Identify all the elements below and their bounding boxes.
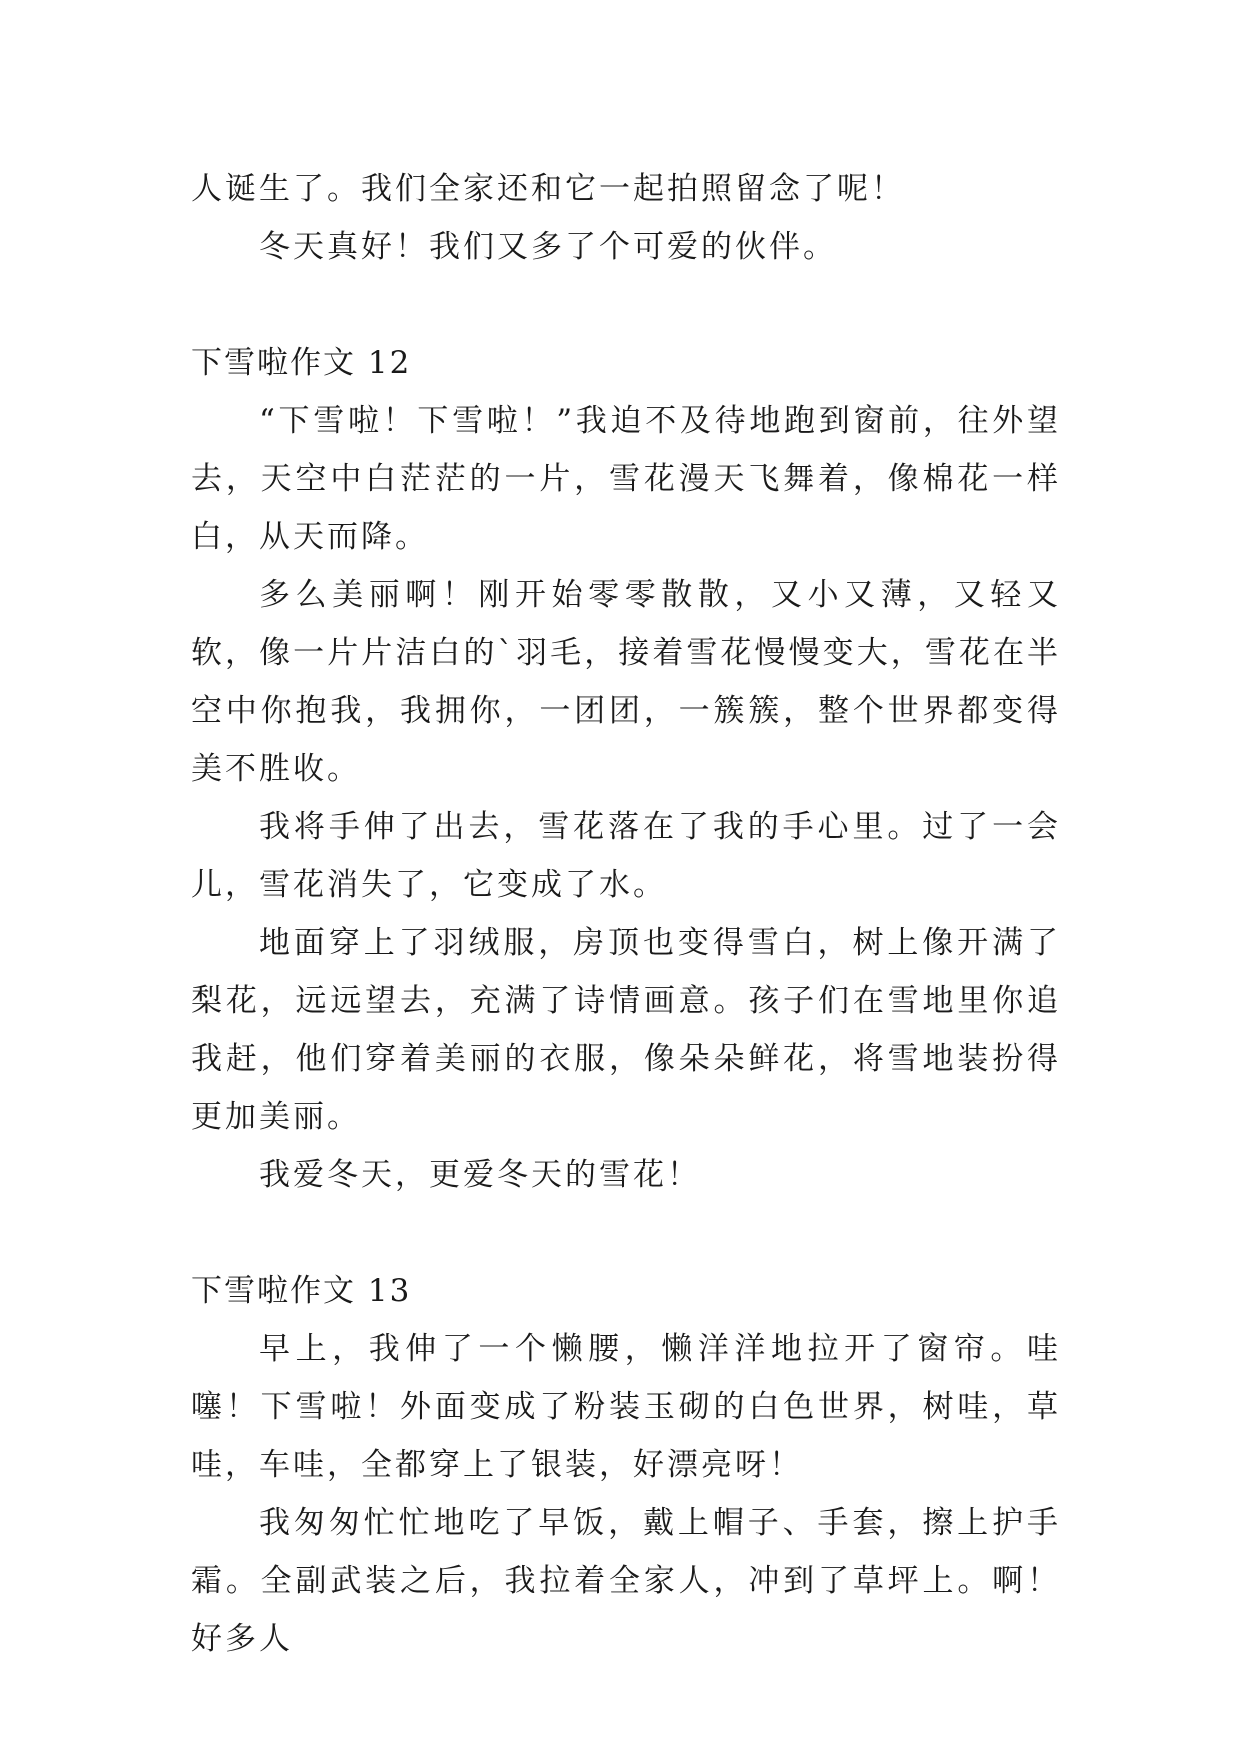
essay-title: 下雪啦作文 13: [191, 1273, 412, 1309]
paragraph: 我将手伸了出去，雪花落在了我的手心里。过了一会儿，雪花消失了，它变成了水。: [191, 809, 1061, 903]
paragraph-continued: 人诞生了。我们全家还和它一起拍照留念了呢！: [191, 171, 905, 207]
paragraph: “下雪啦！下雪啦！”我迫不及待地跑到窗前，往外望去，天空中白茫茫的一片，雪花漫天飞舞着，像棉花一样白，从天而降。: [191, 403, 1061, 555]
paragraph: 地面穿上了羽绒服，房顶也变得雪白，树上像开满了梨花，远远望去，充满了诗情画意。孩子们在雪地里你追我赶，他们穿着美丽的衣服，像朵朵鲜花，将雪地装扮得更加美丽。: [191, 925, 1061, 1135]
section-gap: [191, 276, 1061, 334]
document-body: [191, 160, 1061, 1668]
paragraph: 多么美丽啊！刚开始零零散散，又小又薄，又轻又软，像一片片洁白的`羽毛，接着雪花慢慢变大，雪花在半空中你抱我，我拥你，一团团，一簇簇，整个世界都变得美不胜收。: [191, 577, 1061, 787]
essay-title: 下雪啦作文 12: [191, 345, 412, 381]
section-gap: [191, 1204, 1061, 1262]
paragraph: 冬天真好！我们又多了个可爱的伙伴。: [259, 229, 837, 265]
paragraph: 我爱冬天，更爱冬天的雪花！: [259, 1157, 701, 1193]
paragraph: 早上，我伸了一个懒腰，懒洋洋地拉开了窗帘。哇噻！下雪啦！外面变成了粉装玉砌的白色世界，树哇，草哇，车哇，全都穿上了银装，好漂亮呀！: [191, 1331, 1061, 1483]
paragraph: 我匆匆忙忙地吃了早饭，戴上帽子、手套，擦上护手霜。全副武装之后，我拉着全家人，冲到了草坪上。啊！好多人: [191, 1505, 1061, 1657]
